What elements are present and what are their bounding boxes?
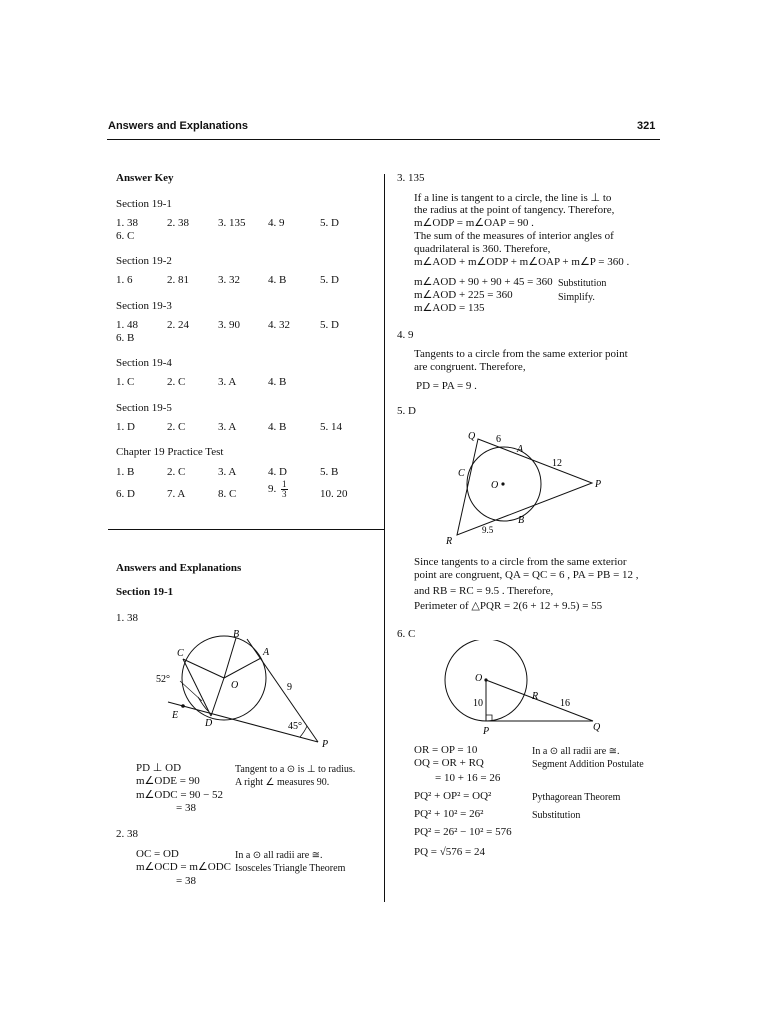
q5-diagram (440, 425, 615, 550)
point-label-c: C (177, 648, 184, 659)
section-title: Section 19-1 (116, 198, 172, 210)
answer-item: 3. A (218, 421, 237, 433)
proof-statement: = 10 + 16 = 26 (435, 772, 501, 784)
point-label-b: B (518, 515, 525, 526)
answer-item: 1. B (116, 466, 135, 478)
answer-item: 6. D (116, 488, 135, 500)
length-label-9: 9 (287, 682, 292, 693)
proof-reason: Pythagorean Theorem (532, 792, 621, 803)
answer-item: 6. C (116, 230, 135, 242)
angle-label-52: 52° (156, 674, 170, 685)
point-label-e: E (172, 710, 179, 721)
answer-key-heading: Answer Key (116, 172, 174, 184)
point-label-p: P (595, 479, 602, 490)
answer-item: 5. B (320, 466, 339, 478)
proof-statement: = 38 (176, 802, 196, 814)
point-label-o: O (475, 673, 483, 684)
answer-item-number: 9. (268, 483, 277, 495)
column-divider (384, 174, 385, 902)
section-title: Section 19-5 (116, 402, 172, 414)
proof-statement: PQ² + OP² = OQ² (414, 790, 492, 802)
point-label-o: O (491, 480, 499, 491)
section-title: Section 19-3 (116, 300, 172, 312)
point-label-r: R (446, 536, 453, 547)
proof-reason: Simplify. (558, 292, 595, 303)
point-label-d: D (205, 718, 213, 729)
answer-item: 1. 48 (116, 319, 138, 331)
answer-item: 4. 9 (268, 217, 285, 229)
paragraph-line: Tangents to a circle from the same exterior point (414, 348, 628, 360)
answer-item: 5. D (320, 217, 339, 229)
paragraph-line: point are congruent, QA = QC = 6 , PA = PB = 12 , (414, 569, 639, 581)
center-o (501, 482, 504, 485)
fraction-numerator: 1 (282, 479, 287, 489)
answer-item: 2. C (167, 421, 186, 433)
proof-statement: PD ⊥ OD (136, 762, 182, 774)
point-label-o: O (231, 680, 239, 691)
proof-statement: m∠ODC = 90 − 52 (136, 789, 224, 801)
question-label: 1. 38 (116, 612, 138, 624)
answer-item-fraction (268, 480, 288, 499)
fraction (281, 480, 288, 499)
point-e (181, 704, 185, 708)
proof-reason: Substitution (558, 278, 607, 289)
proof-statement: m∠OCD = m∠ODC (136, 861, 231, 873)
answer-item: 5. D (320, 319, 339, 331)
paragraph-line: Since tangents to a circle from the same exterior (414, 556, 627, 568)
proof-reason: Substitution (532, 810, 581, 821)
paragraph-line: quadrilateral is 360. Therefore, (414, 243, 551, 255)
page-number: 321 (637, 120, 656, 132)
point-label-q: Q (468, 431, 476, 442)
point-label-q: Q (593, 722, 601, 733)
answer-item: 1. C (116, 376, 135, 388)
length-label-10: 10 (473, 698, 483, 709)
point-label-c: C (458, 468, 465, 479)
length-label-6: 6 (496, 434, 501, 445)
radius-od (211, 678, 224, 716)
answer-item: 4. D (268, 466, 287, 478)
equation: m∠ODP = m∠OAP = 90 . (414, 217, 534, 229)
question-label: 6. C (397, 628, 416, 640)
section-title: Chapter 19 Practice Test (116, 446, 224, 458)
paragraph-line: the radius at the point of tangency. Therefore, (414, 204, 615, 216)
proof-reason: In a ⊙ all radii are ≅. (235, 850, 323, 861)
point-label-a: A (263, 647, 270, 658)
angle-label-45: 45° (288, 721, 302, 732)
proof-statement: m∠AOD = 135 (414, 302, 485, 314)
explanations-section-title: Section 19-1 (116, 586, 174, 598)
answer-item: 2. 38 (167, 217, 189, 229)
answer-item: 2. 24 (167, 319, 189, 331)
proof-statement: OR = OP = 10 (414, 744, 478, 756)
proof-reason: In a ⊙ all radii are ≅. (532, 746, 620, 757)
point-label-b: B (233, 629, 240, 640)
answer-item: 4. 32 (268, 319, 290, 331)
proof-reason: A right ∠ measures 90. (235, 777, 330, 788)
answer-item: 2. C (167, 466, 186, 478)
answer-item: 3. 32 (218, 274, 240, 286)
length-label-12: 12 (552, 458, 562, 469)
segment-oq (486, 680, 593, 721)
header-rule (107, 139, 660, 140)
point-label-r: R (532, 691, 539, 702)
length-label-9-5: 9.5 (482, 525, 494, 535)
answer-item: 1. 38 (116, 217, 138, 229)
equation: PD = PA = 9 . (416, 380, 477, 392)
answer-item: 6. B (116, 332, 135, 344)
answer-key-bottom-rule (108, 529, 385, 530)
answer-item: 4. B (268, 376, 287, 388)
proof-reason: Segment Addition Postulate (532, 759, 644, 770)
answer-item: 3. 135 (218, 217, 246, 229)
section-title: Section 19-2 (116, 255, 172, 267)
proof-statement: = 38 (176, 875, 196, 887)
tangent-line-pa (247, 639, 318, 742)
answer-item: 2. C (167, 376, 186, 388)
answer-item: 5. D (320, 274, 339, 286)
answer-item: 5. 14 (320, 421, 342, 433)
section-title: Section 19-4 (116, 357, 172, 369)
proof-statement: m∠AOD + 225 = 360 (414, 289, 513, 301)
paragraph-line: If a line is tangent to a circle, the line is ⊥ to (414, 192, 612, 204)
answer-item: 4. B (268, 274, 287, 286)
proof-statement: PQ² = 26² − 10² = 576 (414, 826, 512, 838)
radius-oc (183, 659, 224, 678)
proof-statement: PQ = √576 = 24 (414, 846, 486, 858)
paragraph-line: are congruent. Therefore, (414, 361, 526, 373)
paragraph-line: Perimeter of △PQR = 2(6 + 12 + 9.5) = 55 (414, 600, 603, 612)
paragraph-line: The sum of the measures of interior angles of (414, 230, 614, 242)
answer-item: 2. 81 (167, 274, 189, 286)
question-label: 4. 9 (397, 329, 414, 341)
paragraph-line: and RB = RC = 9.5 . Therefore, (414, 585, 554, 597)
right-angle-mark (486, 715, 492, 721)
explanations-heading: Answers and Explanations (116, 562, 242, 574)
answer-item: 3. A (218, 376, 237, 388)
proof-statement: OQ = OR + RQ (414, 757, 484, 769)
answer-item: 10. 20 (320, 488, 348, 500)
proof-statement: PQ² + 10² = 26² (414, 808, 484, 820)
proof-reason: Isosceles Triangle Theorem (235, 863, 346, 874)
answer-item: 4. B (268, 421, 287, 433)
answer-item: 8. C (218, 488, 237, 500)
length-label-16: 16 (560, 698, 570, 709)
proof-statement: m∠ODE = 90 (136, 775, 200, 787)
question-label: 2. 38 (116, 828, 138, 840)
answer-item: 1. D (116, 421, 135, 433)
point-label-a: A (517, 444, 524, 455)
answer-item: 7. A (167, 488, 186, 500)
answer-item: 1. 6 (116, 274, 133, 286)
q6-diagram (435, 640, 615, 740)
proof-statement: m∠AOD + 90 + 90 + 45 = 360 (414, 276, 553, 288)
point-label-p: P (483, 726, 490, 737)
proof-reason: Tangent to a ⊙ is ⊥ to radius. (235, 764, 356, 775)
running-header-title: Answers and Explanations (108, 120, 248, 132)
fraction-denominator: 3 (282, 489, 287, 499)
q1-diagram (150, 625, 350, 750)
proof-statement: OC = OD (136, 848, 179, 860)
question-label: 5. D (397, 405, 416, 417)
answer-item: 3. 90 (218, 319, 240, 331)
point-label-p: P (322, 739, 329, 750)
question-label: 3. 135 (397, 172, 425, 184)
answer-item: 3. A (218, 466, 237, 478)
equation: m∠AOD + m∠ODP + m∠OAP + m∠P = 360 . (414, 256, 630, 268)
